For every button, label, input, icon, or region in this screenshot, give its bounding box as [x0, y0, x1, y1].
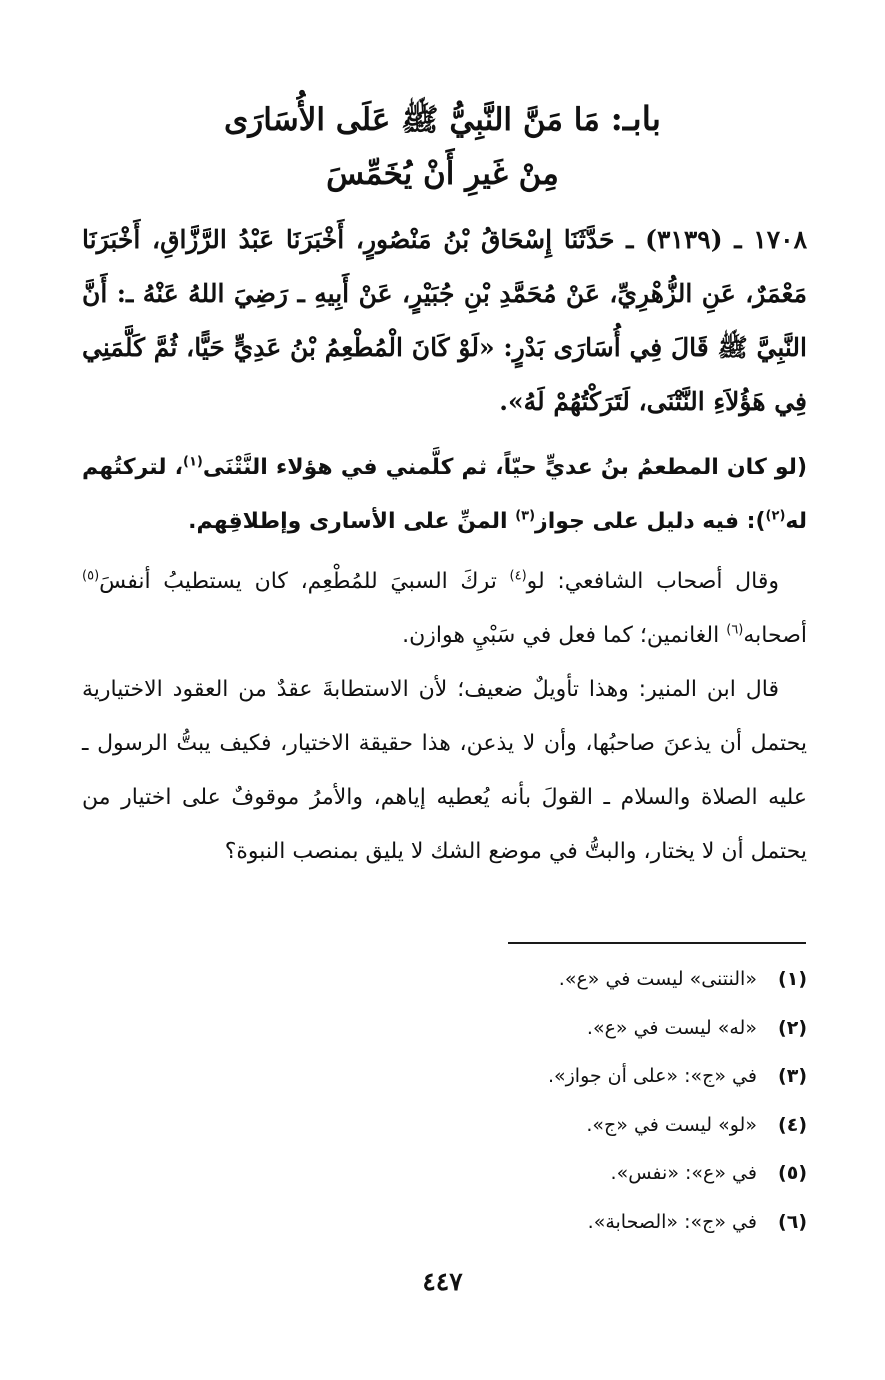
footnote-number: (٤) [778, 1113, 807, 1136]
commentary-text: (لو كان المطعمُ بنُ عديٍّ حيّاً، ثم كلَّمني في هؤلاء النَّتْنَى [202, 455, 807, 480]
footnote-text: في «ج»: «على أن جواز». [547, 1065, 757, 1087]
commentary-text: الغانمين؛ كما فعل في سَبْيِ هوازن. [402, 623, 727, 648]
footnote-text: في «ج»: «الصحابة». [587, 1210, 757, 1233]
footnote-marker: (٦) [726, 622, 744, 638]
commentary-paragraph [82, 441, 807, 549]
footnote-item [82, 1198, 807, 1247]
commentary-paragraph [82, 555, 807, 663]
footnote-marker: (٥) [82, 568, 100, 584]
footnote-text: «له» ليست في «ع». [586, 1016, 757, 1039]
commentary-text: وقال أصحاب الشافعي: لو [526, 569, 779, 594]
footnote-marker: (٣) [515, 508, 536, 524]
commentary-text: ، لتركتُهم له [82, 455, 807, 534]
footnote-marker: (١) [183, 454, 203, 470]
footnote-item [82, 955, 807, 1004]
commentary-text: أصحابه [743, 623, 807, 648]
footnote-text: «لو» ليست في «ج». [586, 1113, 757, 1136]
footnote-number: (١) [778, 968, 807, 990]
footnote-separator [508, 942, 806, 944]
hadith-text: ١٧٠٨ ـ (٣١٣٩) ـ حَدَّثَنَا إِسْحَاقُ بْنُ مَنْصُورٍ، أَخْبَرَنَا عَبْدُ الرَّزَّاقِ، أَخْبَرَنَا مَعْمَرٌ، عَنِ الزُّهْرِيِّ، عَنْ مُحَمَّدِ بْنِ جُبَيْرٍ، عَنْ أَبِيهِ ـ رَضِيَ اللهُ عَنْهُ ـ: أَنَّ النَّبِيَّ ﷺ قَالَ فِي أُسَارَى بَدْرٍ: «لَوْ كَانَ الْمُطْعِمُ بْنُ عَدِيٍّ حَيًّا، ثُمَّ كَلَّمَنِي فِي هَؤُلاَءِ النَّتْنَى، لَتَرَكْتُهُمْ لَهُ». [82, 225, 808, 416]
commentary-text: ): فيه دليل على جواز [535, 509, 766, 534]
chapter-label: بابـ: [610, 99, 661, 138]
footnote-text: «النتنى» ليست في «ع». [558, 968, 757, 990]
commentary-text: تركَ السبيَ للمُطْعِم، كان يستطيبُ أنفسَ [99, 569, 510, 594]
footnote-item [82, 1149, 807, 1198]
footnote-number: (٥) [778, 1162, 807, 1184]
chapter-heading-line-1 [80, 92, 805, 147]
footnotes-list [82, 955, 807, 1246]
footnote-item [82, 1052, 807, 1101]
footnote-marker: (٤) [509, 568, 527, 584]
chapter-title-text: مَا مَنَّ النَّبِيُّ ﷺ عَلَى الأُسَارَى [224, 102, 600, 138]
footnote-text: في «ع»: «نفس». [610, 1162, 757, 1184]
footnote-item [82, 1101, 807, 1150]
footnote-number: (٦) [778, 1210, 807, 1233]
commentary-paragraph [82, 663, 807, 879]
chapter-heading [80, 92, 805, 201]
footnote-number: (٢) [778, 1016, 807, 1039]
commentary-text: المنِّ على الأسارى وإطلاقِهم. [188, 509, 516, 534]
footnote-marker: (٢) [765, 508, 786, 524]
commentary-text: قال ابن المنير: وهذا تأويلٌ ضعيف؛ لأن الاستطابةَ عقدٌ من العقود الاختيارية يحتمل أن يذعنَ صاحبُها، وأن لا يذعن، هذا حقيقة الاختيار، فكيف يبتُّ الرسول ـ عليه الصلاة والسلام ـ القولَ بأنه يُعطيه إياهم، والأمرُ موقوفٌ على اختيار من يحتمل أن لا يختار، والبتُّ في موضع الشك لا يليق بمنصب النبوة؟ [82, 677, 807, 864]
footnote-item [82, 1004, 807, 1053]
chapter-subtitle: مِنْ غَيرِ أَنْ يُخَمِّسَ [326, 156, 559, 192]
footnote-number: (٣) [778, 1065, 807, 1087]
page-number: ٤٤٧ [422, 1267, 463, 1296]
